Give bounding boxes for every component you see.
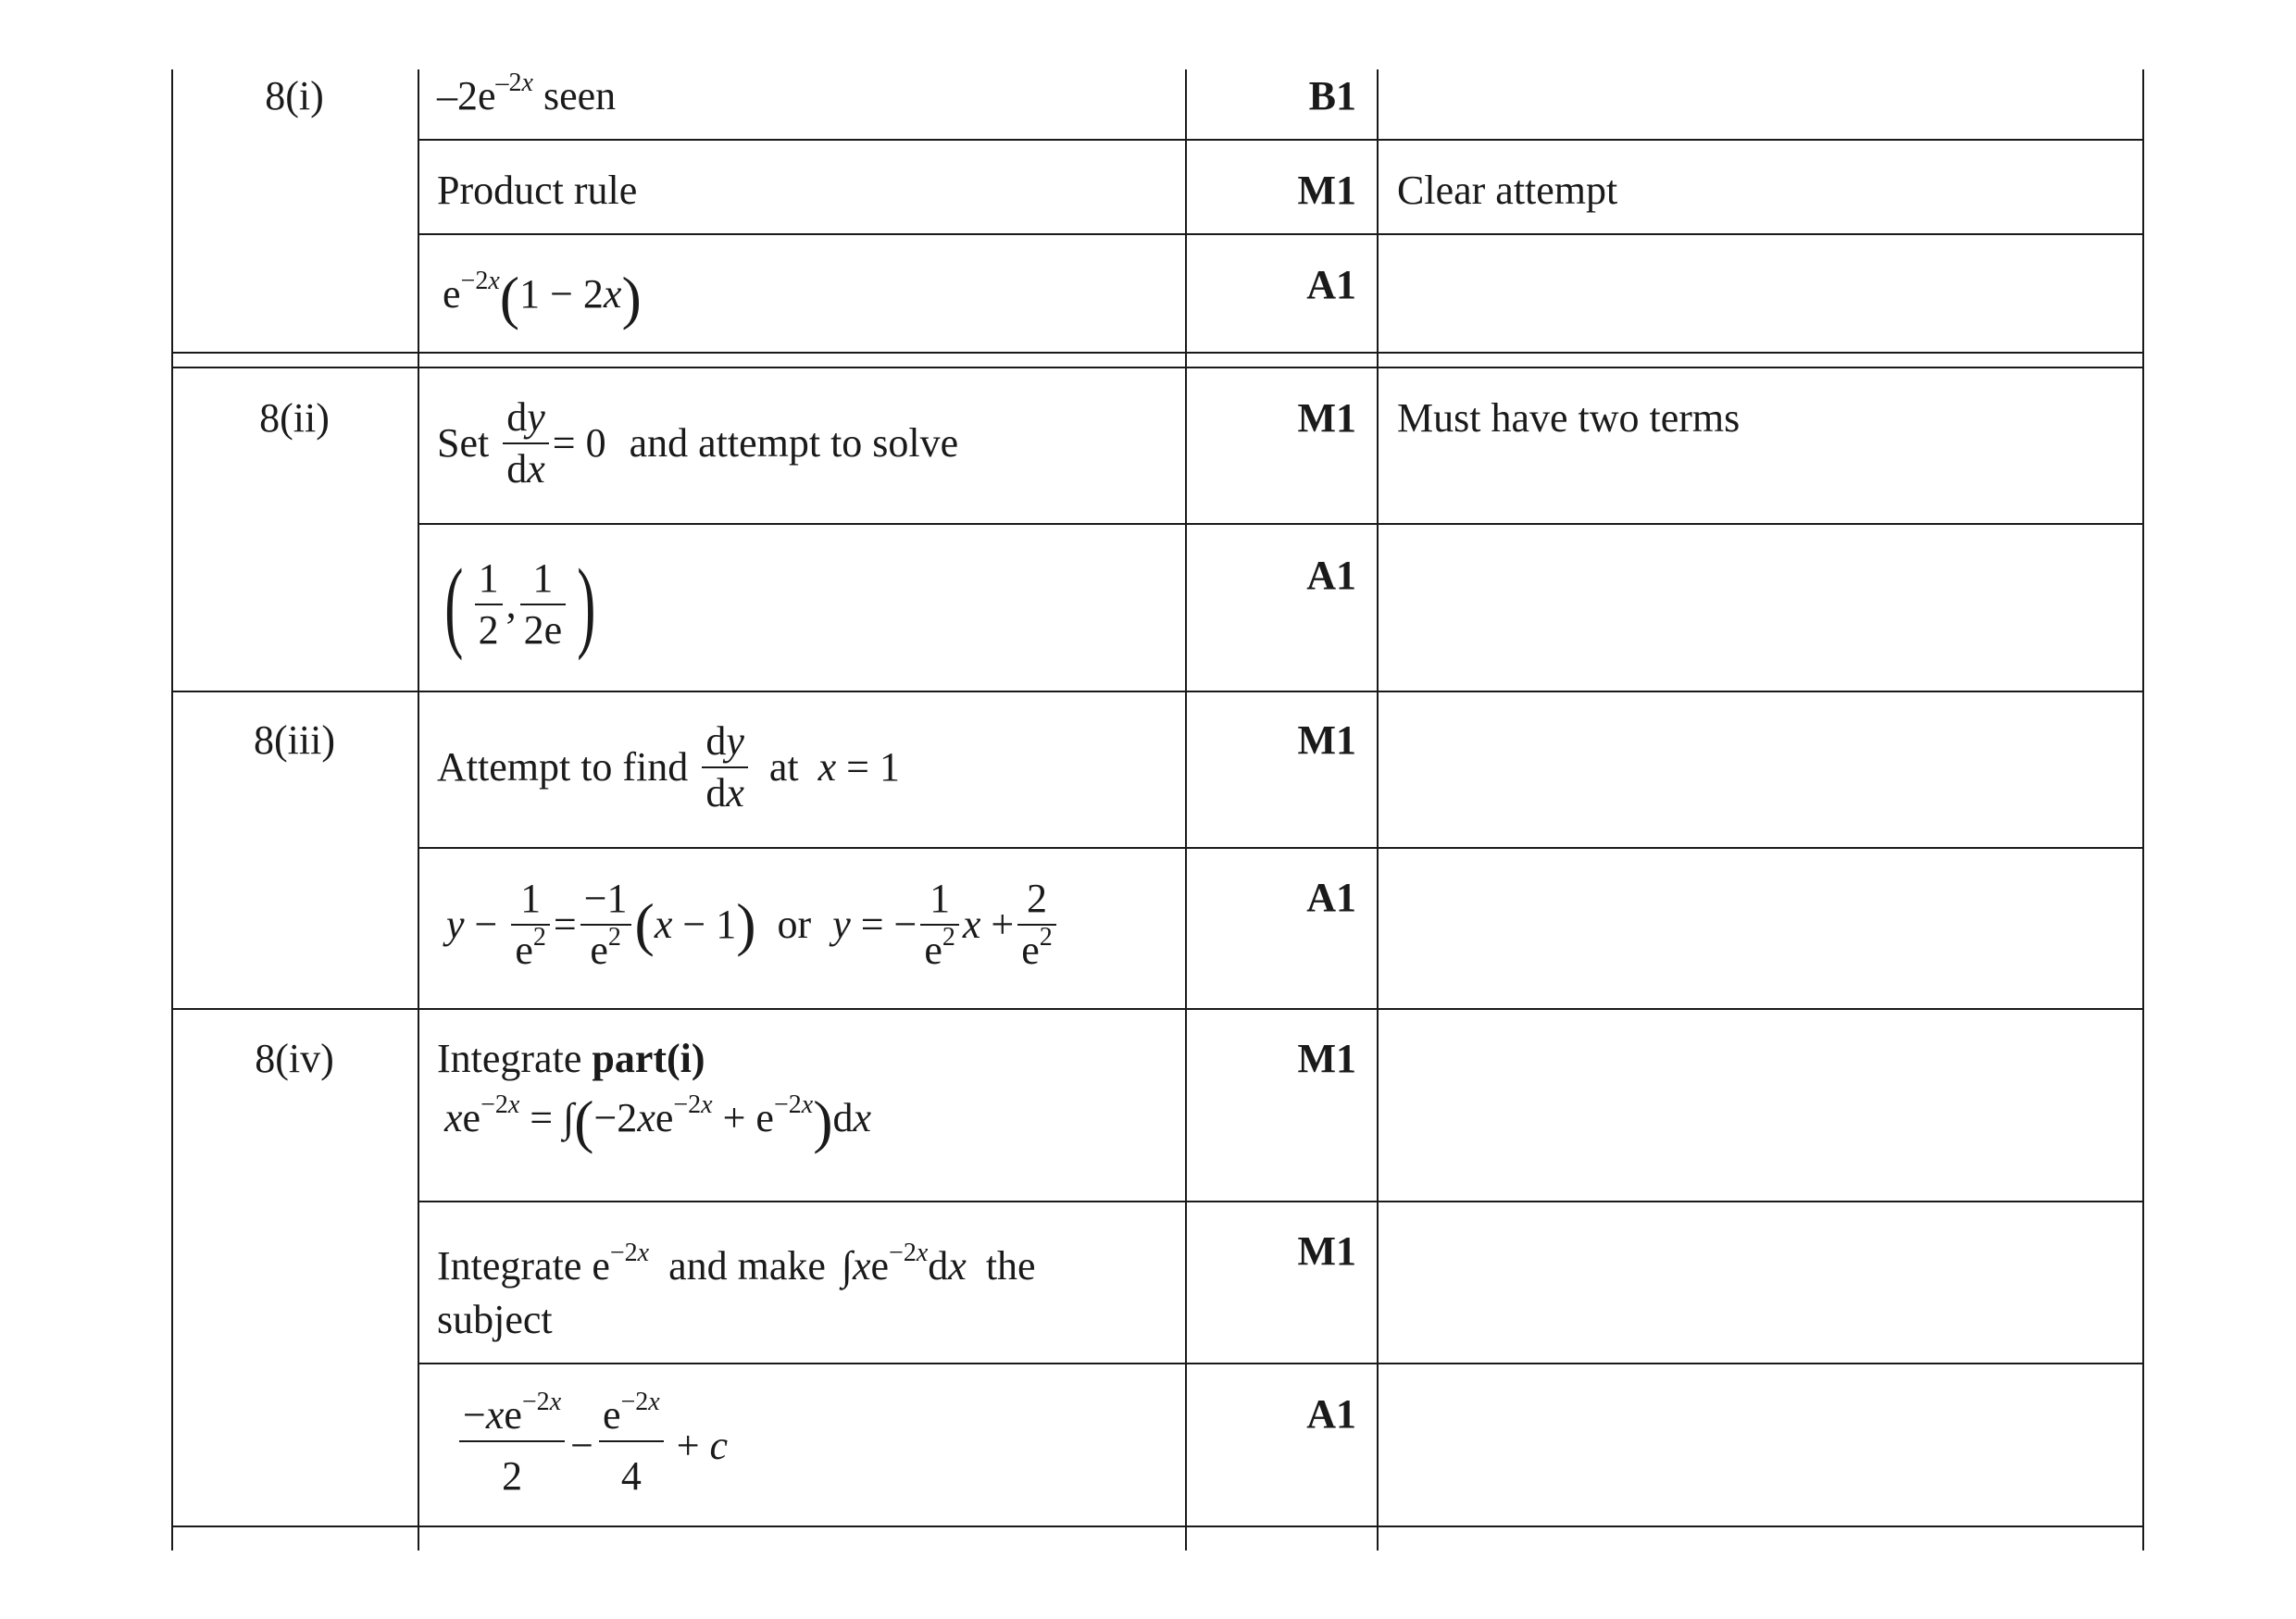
question-divider-double bbox=[171, 367, 2144, 368]
answer-text: at bbox=[768, 744, 799, 791]
answer-math: $-2e^{-2x}$ bbox=[437, 68, 533, 118]
mark-code: A1 bbox=[1306, 262, 1356, 307]
answer-math: $e^{-2x}(1 - 2x)$ bbox=[443, 265, 642, 330]
column-divider-marks bbox=[1185, 69, 1187, 1551]
column-divider-guidance bbox=[1377, 69, 1379, 1551]
row-divider bbox=[418, 139, 2144, 141]
guidance-text: Clear attempt bbox=[1397, 168, 1618, 213]
answer-text: subject bbox=[437, 1297, 553, 1342]
mark-code: M1 bbox=[1297, 1228, 1356, 1274]
answer-math: $xe^{-2x} = \int(-2xe^{-2x} + e^{-2x})dx$ bbox=[444, 1089, 872, 1154]
question-divider bbox=[171, 1526, 2144, 1527]
question-divider bbox=[171, 691, 2144, 692]
answer-cell bbox=[437, 68, 617, 118]
answer-cell: Integrate $e^{-2x}$ and make $\int xe^{-2x}dx$ the bbox=[437, 1239, 1036, 1289]
answer-text: Attempt to find bbox=[437, 744, 689, 791]
mark-code: M1 bbox=[1297, 395, 1356, 441]
answer-cell: Attempt to find $\frac{dy}{dx}$ at x = 1 bbox=[437, 718, 900, 816]
answer-text: or bbox=[777, 902, 812, 948]
answer-text: Set bbox=[437, 420, 490, 467]
guidance-text: Must have two terms bbox=[1397, 395, 1741, 441]
fraction-dy-dx: $\frac{dy}{dx}$ bbox=[503, 396, 549, 491]
row-divider bbox=[418, 847, 2144, 849]
answer-cell bbox=[437, 1036, 705, 1081]
mark-code: B1 bbox=[1308, 73, 1356, 118]
answer-math: ( $\frac{1}{2}$ , $\frac{1}{2e}$ ) bbox=[444, 548, 596, 661]
answer-text: the bbox=[985, 1243, 1036, 1289]
table-border-left bbox=[171, 69, 173, 1551]
row-divider bbox=[418, 1363, 2144, 1364]
answer-math: y − $\frac{1}{e^2}$ = $\frac{-1}{e^2}$ (x − 1) or y = − $\frac{1}{e^2}$ x + $\frac{2}{e^2}$ bbox=[446, 878, 1060, 972]
mark-code: A1 bbox=[1306, 875, 1356, 920]
answer-text-bold: part(i) bbox=[592, 1036, 705, 1081]
answer-text: Integrate bbox=[437, 1243, 582, 1289]
answer-text: Integrate bbox=[437, 1036, 582, 1081]
mark-code: M1 bbox=[1297, 168, 1356, 213]
answer-text: and attempt to solve bbox=[629, 420, 959, 467]
question-divider bbox=[171, 1008, 2144, 1010]
mark-code: M1 bbox=[1297, 717, 1356, 763]
answer-text: and make bbox=[668, 1243, 826, 1289]
mark-code: M1 bbox=[1297, 1036, 1356, 1081]
answer-text: seen bbox=[543, 73, 617, 118]
column-divider-answer bbox=[418, 69, 419, 1551]
question-divider-double bbox=[171, 352, 2144, 354]
mark-code: A1 bbox=[1306, 553, 1356, 598]
row-divider bbox=[418, 523, 2144, 525]
row-divider bbox=[418, 233, 2144, 235]
question-number: 8(iv) bbox=[255, 1036, 334, 1081]
row-divider bbox=[418, 1201, 2144, 1202]
answer-math: $\frac{-xe^{-2x}}{2}$ − $\frac{e^{-2x}}{4}$ + c bbox=[455, 1394, 728, 1498]
fraction-dy-dx: $\frac{dy}{dx}$ bbox=[702, 720, 748, 815]
question-number: 8(iii) bbox=[254, 717, 335, 763]
answer-text: Product rule bbox=[437, 168, 638, 213]
answer-cell: Set $\frac{dy}{dx}$ = 0 and attempt to solve bbox=[437, 394, 959, 492]
question-number: 8(i) bbox=[265, 73, 324, 118]
question-number: 8(ii) bbox=[259, 395, 330, 441]
mark-code: A1 bbox=[1306, 1391, 1356, 1437]
table-border-right bbox=[2142, 69, 2144, 1551]
